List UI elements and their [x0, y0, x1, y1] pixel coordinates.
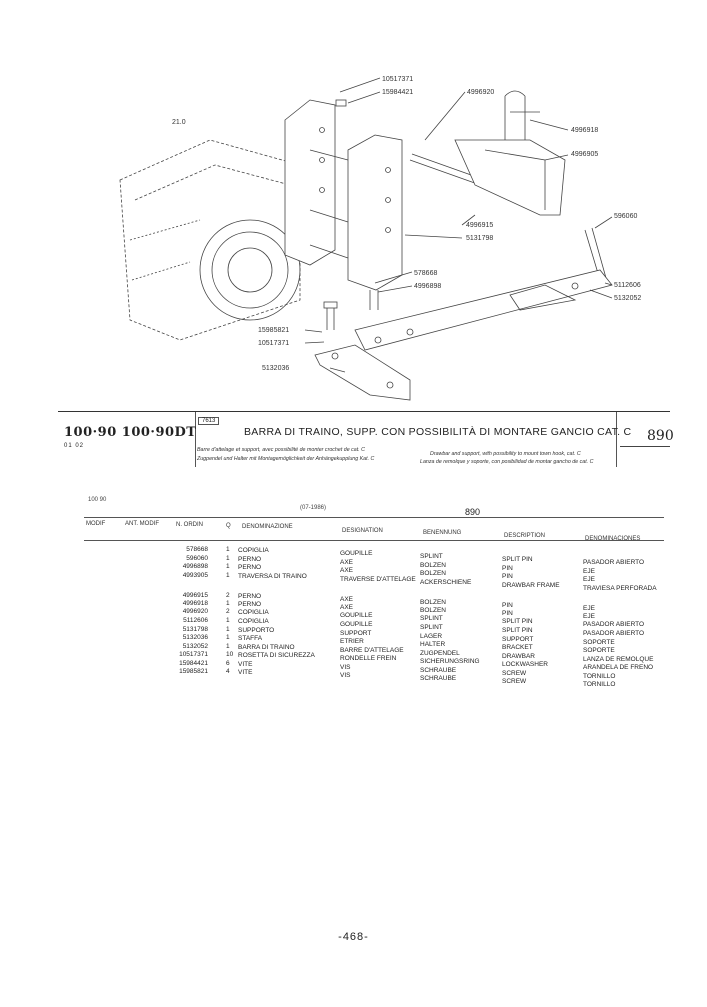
cell-denominazione: TRAVERSA DI TRAINO: [238, 573, 307, 580]
cell-designation: BARRE D'ATTELAGE: [340, 647, 404, 654]
cell-denominaciones: EJE: [583, 576, 595, 583]
cell-quantity: 4: [226, 668, 230, 675]
header-rule-top: [58, 411, 670, 412]
cell-designation: AXE: [340, 596, 354, 603]
cell-denominazione: PERNO: [238, 564, 262, 571]
cell-part-number: 15985821: [179, 668, 208, 675]
cell-designation: VIS: [340, 664, 351, 671]
cell-part-number: 5132052: [182, 643, 208, 650]
cell-denominazione: BARRA DI TRAINO: [238, 644, 295, 651]
cell-description: DRAWBAR: [502, 653, 535, 660]
cell-quantity: 1: [226, 546, 230, 553]
cell-quantity: 1: [226, 563, 230, 570]
cell-benennung: BOLZEN: [420, 570, 447, 577]
cell-designation: VIS: [340, 672, 351, 679]
cell-denominazione: COPIGLIA: [238, 547, 269, 554]
cell-benennung: BOLZEN: [420, 607, 447, 614]
cell-denominazione: COPIGLIA: [238, 618, 269, 625]
cell-denominaciones: EJE: [583, 605, 595, 612]
table-model: 100 90: [88, 497, 107, 503]
cell-denominazione: ROSETTA DI SICUREZZA: [238, 652, 315, 659]
cell-description: PIN: [502, 573, 513, 580]
callout-label: 578668: [414, 270, 438, 277]
cell-designation: GOUPILLE: [340, 550, 373, 557]
col-header-designation: DESIGNATION: [342, 528, 383, 534]
cell-denominaciones: SOPORTE: [583, 647, 615, 654]
cell-benennung: SPLINT: [420, 553, 443, 560]
callout-label: 10517371: [258, 340, 290, 347]
cell-quantity: 1: [226, 643, 230, 650]
cell-denominaciones: TRAVIESA PERFORADA: [583, 585, 657, 592]
col-header-denominazione: DENOMINAZIONE: [242, 524, 293, 530]
cell-benennung: ZUGPENDEL: [420, 650, 460, 657]
cell-description: SCREW: [502, 670, 527, 677]
cell-description: DRAWBAR FRAME: [502, 582, 560, 589]
cell-denominazione: COPIGLIA: [238, 609, 269, 616]
cell-part-number: 578668: [186, 546, 208, 553]
cell-part-number: 4996918: [182, 600, 208, 607]
model-title: 100·90 100·90DT: [64, 425, 197, 440]
cell-benennung: SICHERUNGSRING: [420, 658, 480, 665]
cell-quantity: 1: [226, 572, 230, 579]
cell-denominaciones: LANZA DE REMOLQUE: [583, 656, 654, 663]
cell-part-number: 4996920: [182, 608, 208, 615]
callout-label: 4996915: [466, 222, 494, 229]
callout-label: 4996918: [571, 127, 599, 134]
cell-benennung: SCHRAUBE: [420, 675, 457, 682]
cell-quantity: 1: [226, 617, 230, 624]
description-fr: Barre d'attelage et support, avec possibilité de monter crochet de cat. C: [197, 447, 365, 453]
cell-designation: SUPPORT: [340, 630, 372, 637]
exploded-parts-diagram: [0, 0, 707, 410]
cell-denominaciones: PASADOR ABIERTO: [583, 621, 645, 628]
callout-label: 4996920: [467, 89, 495, 96]
col-header-benennung: BENENNUNG: [423, 530, 462, 536]
page-title: BARRA DI TRAINO, SUPP. CON POSSIBILITÀ DI MONTARE GANCIO CAT. C: [244, 426, 632, 438]
callout-label: 596060: [614, 213, 638, 220]
header-rule-vert-right: [616, 412, 617, 467]
ref-code: 7613: [198, 417, 219, 425]
description-es: Lanza de remolque y soporte, con posibilidad de montar gancho de cat. C: [420, 459, 594, 465]
col-header-denominaciones: DENOMINACIONES: [585, 536, 641, 542]
callout-label: 4996905: [571, 151, 599, 158]
cell-quantity: 2: [226, 608, 230, 615]
cell-denominazione: PERNO: [238, 556, 262, 563]
cell-denominazione: SUPPORTO: [238, 627, 275, 634]
cell-part-number: 5132036: [182, 634, 208, 641]
cell-part-number: 15984421: [179, 660, 208, 667]
page-number: -468-: [338, 931, 369, 943]
cell-benennung: BOLZEN: [420, 599, 447, 606]
cell-denominaciones: EJE: [583, 568, 595, 575]
cell-description: SUPPORT: [502, 636, 534, 643]
cell-description: SCREW: [502, 678, 527, 685]
callout-label: 10517371: [382, 76, 414, 83]
callout-label: 15985821: [258, 327, 290, 334]
callout-view-ref: 21.0: [172, 119, 186, 126]
cell-description: SPLIT PIN: [502, 556, 533, 563]
cell-designation: ETRIER: [340, 638, 364, 645]
cell-benennung: HALTER: [420, 641, 446, 648]
cell-benennung: SCHRAUBE: [420, 667, 457, 674]
page-code-underline: [620, 446, 670, 447]
cell-part-number: 4996915: [182, 592, 208, 599]
callout-label: 5132036: [262, 365, 290, 372]
cell-quantity: 1: [226, 555, 230, 562]
cell-quantity: 1: [226, 626, 230, 633]
cell-quantity: 2: [226, 592, 230, 599]
cell-quantity: 10: [226, 651, 234, 658]
cell-designation: AXE: [340, 559, 354, 566]
cell-denominazione: STAFFA: [238, 635, 263, 642]
cell-denominazione: PERNO: [238, 601, 262, 608]
cell-denominaciones: EJE: [583, 613, 595, 620]
cell-benennung: LAGER: [420, 633, 443, 640]
cell-part-number: 10517371: [179, 651, 208, 658]
cell-benennung: BOLZEN: [420, 562, 447, 569]
cell-designation: RONDELLE FREIN: [340, 655, 397, 662]
page-code: 890: [647, 428, 674, 444]
cell-description: BRACKET: [502, 644, 533, 651]
callout-label: 4996898: [414, 283, 442, 290]
table-date: (07-1986): [300, 505, 327, 511]
col-header-q: Q: [226, 523, 231, 529]
cell-description: LOCKWASHER: [502, 661, 548, 668]
col-header-modif: MODIF: [86, 521, 106, 527]
cell-benennung: SPLINT: [420, 624, 443, 631]
model-block: [64, 425, 196, 449]
cell-denominaciones: PASADOR ABIERTO: [583, 559, 645, 566]
cell-denominaciones: TORNILLO: [583, 673, 616, 680]
description-en: Drawbar and support, with possibility to mount town hook, cat. C: [430, 451, 581, 457]
cell-denominaciones: SOPORTE: [583, 639, 615, 646]
cell-designation: AXE: [340, 567, 354, 574]
cell-designation: TRAVERSE D'ATTELAGE: [340, 576, 416, 583]
cell-denominazione: VITE: [238, 661, 253, 668]
callout-label: 5131798: [466, 235, 494, 242]
cell-benennung: ACKERSCHIENE: [420, 579, 472, 586]
cell-denominazione: PERNO: [238, 593, 262, 600]
cell-quantity: 6: [226, 660, 230, 667]
table-rule-top: [84, 517, 664, 518]
cell-designation: GOUPILLE: [340, 612, 373, 619]
model-code: 01 02: [64, 443, 85, 449]
cell-part-number: 4993905: [182, 572, 208, 579]
cell-designation: AXE: [340, 604, 354, 611]
cell-description: SPLIT PIN: [502, 618, 533, 625]
cell-quantity: 1: [226, 600, 230, 607]
col-header-ant-modif: ANT. MODIF: [125, 521, 159, 527]
cell-denominaciones: TORNILLO: [583, 681, 616, 688]
col-header-n-ordin: N. ORDIN: [176, 522, 203, 528]
cell-designation: GOUPILLE: [340, 621, 373, 628]
col-header-description: DESCRIPTION: [504, 533, 546, 539]
cell-denominazione: VITE: [238, 669, 253, 676]
cell-part-number: 4996898: [182, 563, 208, 570]
cell-denominaciones: PASADOR ABIERTO: [583, 630, 645, 637]
table-rule-header: [84, 540, 664, 541]
callout-label: 15984421: [382, 89, 414, 96]
cell-part-number: 596060: [186, 555, 208, 562]
cell-description: PIN: [502, 610, 513, 617]
cell-benennung: SPLINT: [420, 615, 443, 622]
cell-description: SPLIT PIN: [502, 627, 533, 634]
description-de: Zugpendel und Halter mit Montagemöglichkeit der Anhängekupplung Kat. C: [197, 456, 375, 462]
cell-description: PIN: [502, 602, 513, 609]
cell-description: PIN: [502, 565, 513, 572]
callout-label: 5132052: [614, 295, 642, 302]
callout-label: 5112606: [614, 282, 641, 289]
cell-quantity: 1: [226, 634, 230, 641]
cell-part-number: 5131798: [182, 626, 208, 633]
cell-part-number: 5112606: [183, 617, 208, 624]
cell-denominaciones: ARANDELA DE FRENO: [583, 664, 654, 671]
table-code: 890: [465, 507, 481, 517]
